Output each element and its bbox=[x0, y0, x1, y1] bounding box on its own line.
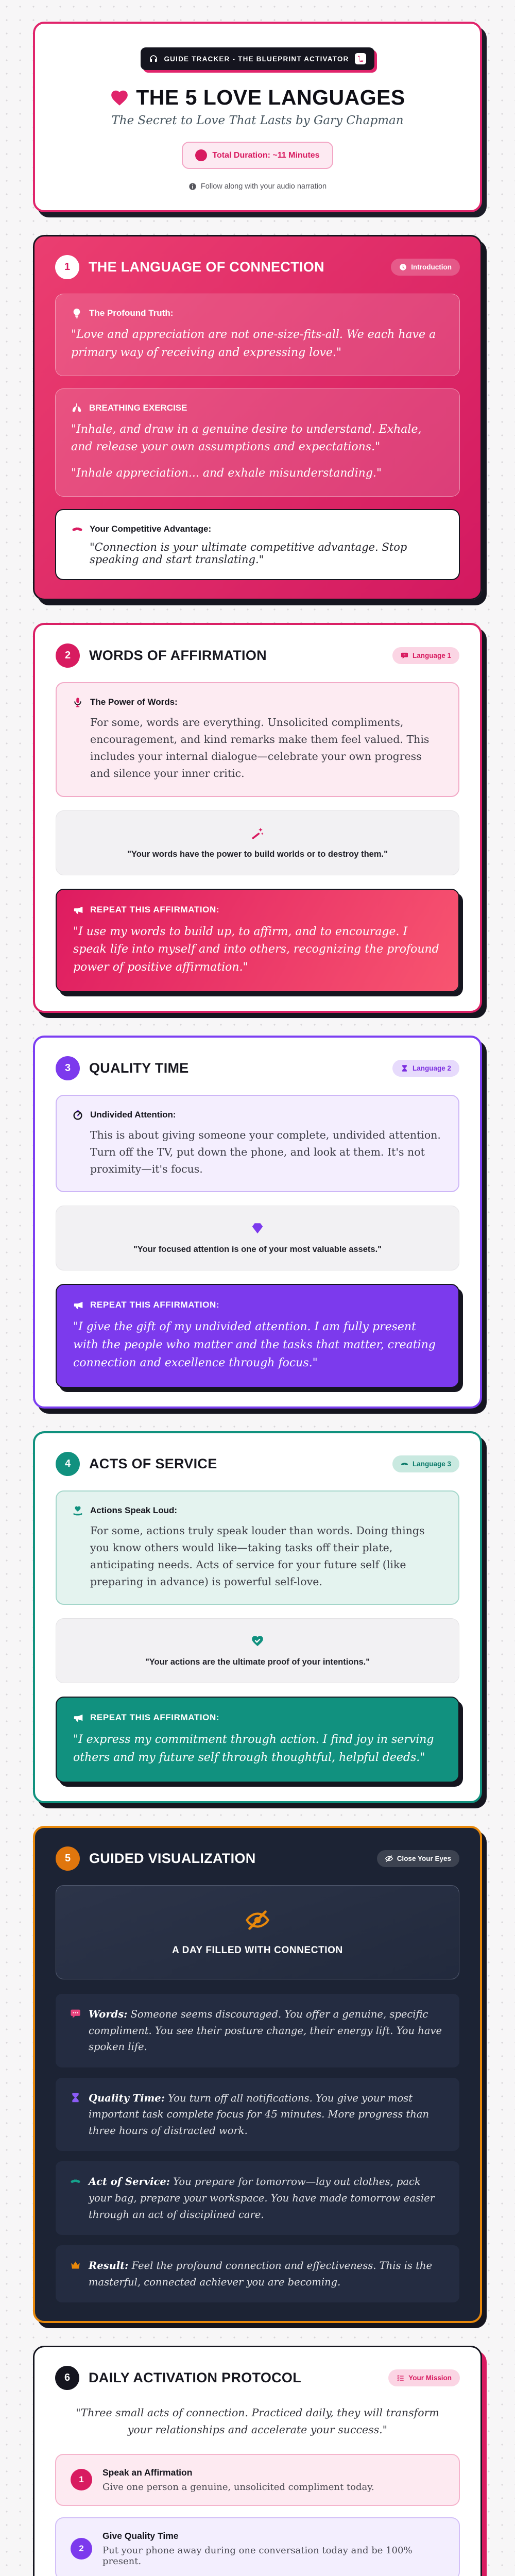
competitive-advantage-card bbox=[55, 509, 460, 580]
affirmation-label: REPEAT THIS AFFIRMATION: bbox=[73, 1712, 442, 1723]
words-quote: "Your words have the power to build worlds or to destroy them." bbox=[127, 849, 388, 859]
page bbox=[33, 0, 482, 2576]
section-badge: Language 1 bbox=[392, 647, 459, 664]
actions-quote: "Your actions are the ultimate proof of your intentions." bbox=[145, 1657, 370, 1667]
hand-heart-icon bbox=[72, 1505, 83, 1516]
magic-wand-icon bbox=[251, 826, 264, 840]
crown-icon bbox=[70, 2260, 81, 2270]
competitive-advantage-quote: "Connection is your ultimate competitive advantage. Stop speaking and start translating." bbox=[90, 540, 407, 566]
section-number: 6 bbox=[55, 2366, 79, 2390]
info-icon bbox=[188, 182, 197, 191]
task-number: 2 bbox=[71, 2538, 92, 2560]
section-1-header bbox=[55, 255, 460, 279]
audio-note: Follow along with your audio narration bbox=[58, 182, 457, 191]
visualization-hero-card bbox=[56, 1885, 459, 1979]
breathing-exercise-label: BREATHING EXERCISE bbox=[71, 402, 444, 414]
section-5-header bbox=[56, 1846, 459, 1871]
handshake-icon bbox=[401, 1460, 408, 1468]
megaphone-icon bbox=[73, 1712, 84, 1723]
section-title: ACTS OF SERVICE bbox=[89, 1455, 217, 1471]
section-title: WORDS OF AFFIRMATION bbox=[89, 647, 267, 663]
words-quote-card bbox=[56, 810, 459, 875]
attention-quote: "Your focused attention is one of your most valuable assets." bbox=[133, 1245, 382, 1255]
megaphone-icon bbox=[73, 1299, 84, 1311]
vis-item-label: Act of Service: bbox=[89, 2176, 170, 2188]
visualization-item-words bbox=[56, 1994, 459, 2067]
profound-truth-quote: "Love and appreciation are not one-size-fits-all. We each have a primary way of receiving and expressing love." bbox=[71, 328, 436, 359]
clock-icon bbox=[195, 149, 207, 161]
vis-item-text: Someone seems discouraged. You offer a genuine, specific compliment. You see their posture change, their energy lift. You have spoken life. bbox=[89, 2008, 442, 2053]
mission-intro-quote: "Three small acts of connection. Practiced daily, they will transform your relationships and accelerate your success." bbox=[76, 2406, 439, 2436]
section-badge: Introduction bbox=[391, 259, 460, 276]
section-3-header bbox=[56, 1056, 459, 1080]
actions-speak-loud-body: For some, actions truly speak louder than words. Doing things you know others would like—taking tasks off their plate, anticipating needs. Acts of service for your future self (like preparing in advance) is powerful self-love. bbox=[90, 1524, 425, 1588]
power-of-words-label: The Power of Words: bbox=[72, 697, 443, 708]
section-title: QUALITY TIME bbox=[89, 1060, 189, 1076]
eye-slash-icon bbox=[246, 1908, 269, 1932]
section-daily-activation-protocol bbox=[33, 2346, 482, 2576]
section-number: 4 bbox=[56, 1452, 80, 1476]
vis-item-text: You prepare for tomorrow—lay out clothes, pack your bag, prepare your workspace. You have made tomorrow easier through an act of disciplined care. bbox=[89, 2176, 435, 2221]
page-title: THE 5 LOVE LANGUAGES bbox=[58, 86, 457, 110]
heart-icon bbox=[110, 88, 129, 108]
scroll-icon bbox=[355, 53, 366, 64]
affirmation-card-quality-time bbox=[56, 1284, 459, 1387]
actions-quote-card bbox=[56, 1618, 459, 1683]
gem-icon bbox=[251, 1222, 264, 1235]
section-words-of-affirmation bbox=[33, 623, 482, 1013]
clock-icon bbox=[399, 263, 407, 271]
headphones-icon bbox=[149, 54, 158, 63]
affirmation-label: REPEAT THIS AFFIRMATION: bbox=[73, 1299, 442, 1311]
section-4-header bbox=[56, 1452, 459, 1476]
breathing-quote-1: "Inhale, and draw in a genuine desire to understand. Exhale, and release your own assumptions and expectations." bbox=[71, 422, 422, 454]
competitive-advantage-label: Your Competitive Advantage: bbox=[72, 523, 443, 535]
megaphone-icon bbox=[73, 904, 84, 916]
breathing-quote-2: "Inhale appreciation... and exhale misunderstanding." bbox=[71, 467, 382, 480]
task-description: Give one person a genuine, unsolicited compliment today. bbox=[102, 2481, 374, 2493]
affirmation-card-acts-of-service bbox=[56, 1697, 459, 1783]
task-title: Speak an Affirmation bbox=[102, 2467, 193, 2478]
affirmation-text: "I express my commitment through action. I find joy in serving others and my future self through thoughtful, helpful deeds." bbox=[73, 1733, 434, 1765]
lungs-icon bbox=[71, 402, 82, 414]
header-badge bbox=[141, 47, 374, 70]
visualization-item-act-of-service bbox=[56, 2161, 459, 2235]
section-title: THE LANGUAGE OF CONNECTION bbox=[89, 259, 324, 275]
section-number: 3 bbox=[56, 1056, 80, 1080]
heart-check-icon bbox=[251, 1634, 264, 1648]
timer-icon bbox=[72, 1109, 83, 1121]
actions-speak-loud-card bbox=[56, 1490, 459, 1605]
undivided-attention-label: Undivided Attention: bbox=[72, 1109, 443, 1121]
vis-item-text: You turn off all notifications. You give your most important task complete focus for 45 minutes. More progress than three hours of distracted work. bbox=[89, 2092, 430, 2137]
section-badge: Your Mission bbox=[388, 2369, 460, 2386]
task-speak-affirmation bbox=[55, 2454, 460, 2506]
hourglass-icon bbox=[401, 1064, 408, 1072]
affirmation-text: "I use my words to build up, to affirm, and to encourage. I speak life into myself and into others, recognizing the profound power of positive affirmation." bbox=[73, 925, 439, 974]
section-acts-of-service bbox=[33, 1431, 482, 1803]
profound-truth-label: The Profound Truth: bbox=[71, 308, 444, 319]
task-title: Give Quality Time bbox=[102, 2530, 179, 2541]
section-quality-time bbox=[33, 1036, 482, 1409]
task-number: 1 bbox=[71, 2469, 92, 2490]
undivided-attention-card bbox=[56, 1095, 459, 1193]
visualization-title: A DAY FILLED WITH CONNECTION bbox=[172, 1944, 343, 1956]
breathing-exercise-card bbox=[55, 388, 460, 497]
section-6-header bbox=[55, 2366, 460, 2390]
actions-speak-loud-label: Actions Speak Loud: bbox=[72, 1505, 443, 1516]
section-language-of-connection bbox=[33, 235, 482, 600]
visualization-item-result bbox=[56, 2245, 459, 2302]
profound-truth-card bbox=[55, 294, 460, 376]
section-badge: Language 3 bbox=[392, 1455, 459, 1472]
task-give-quality-time bbox=[55, 2517, 460, 2576]
checklist-icon bbox=[397, 2374, 404, 2382]
page-subtitle: The Secret to Love That Lasts by Gary Chapman bbox=[111, 114, 404, 127]
section-title: GUIDED VISUALIZATION bbox=[89, 1850, 256, 1866]
section-badge: Close Your Eyes bbox=[377, 1850, 459, 1867]
speech-bubble-icon bbox=[70, 2008, 81, 2019]
section-number: 1 bbox=[55, 255, 79, 279]
power-of-words-card bbox=[56, 682, 459, 797]
hourglass-icon bbox=[70, 2092, 81, 2103]
eye-slash-icon bbox=[385, 1855, 393, 1862]
header-badge-label: GUIDE TRACKER - THE BLUEPRINT ACTIVATOR bbox=[164, 55, 349, 63]
affirmation-text: "I give the gift of my undivided attention. I am fully present with the people who matter and the tasks that matter, creating connection and excellence through focus." bbox=[73, 1320, 436, 1369]
section-title: DAILY ACTIVATION PROTOCOL bbox=[89, 2370, 302, 2386]
section-guided-visualization bbox=[33, 1826, 482, 2323]
vis-item-label: Result: bbox=[89, 2260, 129, 2272]
section-badge: Language 2 bbox=[392, 1060, 459, 1077]
undivided-attention-body: This is about giving someone your complete, undivided attention. Turn off the TV, put down the phone, and look at them. It's not proximity—it's focus. bbox=[90, 1128, 441, 1176]
attention-quote-card bbox=[56, 1206, 459, 1270]
lightbulb-icon bbox=[71, 308, 82, 319]
vis-item-label: Quality Time: bbox=[89, 2092, 165, 2104]
section-number: 2 bbox=[56, 643, 80, 668]
section-number: 5 bbox=[56, 1846, 80, 1871]
vis-item-label: Words: bbox=[89, 2008, 128, 2020]
handshake-icon bbox=[72, 523, 83, 535]
affirmation-label: REPEAT THIS AFFIRMATION: bbox=[73, 904, 442, 916]
task-description: Put your phone away during one conversation today and be 100% present. bbox=[102, 2545, 413, 2567]
duration-badge bbox=[182, 142, 333, 169]
header-card bbox=[33, 22, 482, 212]
speech-bubble-icon bbox=[401, 652, 408, 659]
power-of-words-body: For some, words are everything. Unsolicited compliments, encouragement, and kind remarks make them feel valued. This includes your internal dialogue—celebrate your own progress and silence your inner critic. bbox=[90, 716, 430, 780]
microphone-icon bbox=[72, 697, 83, 708]
duration-label: Total Duration: ~11 Minutes bbox=[212, 150, 320, 160]
visualization-item-quality-time bbox=[56, 2078, 459, 2151]
vis-item-text: Feel the profound connection and effectiveness. This is the masterful, connected achiever you are becoming. bbox=[89, 2260, 433, 2288]
section-2-header bbox=[56, 643, 459, 668]
affirmation-card-words bbox=[56, 889, 459, 992]
handshake-icon bbox=[70, 2176, 81, 2187]
